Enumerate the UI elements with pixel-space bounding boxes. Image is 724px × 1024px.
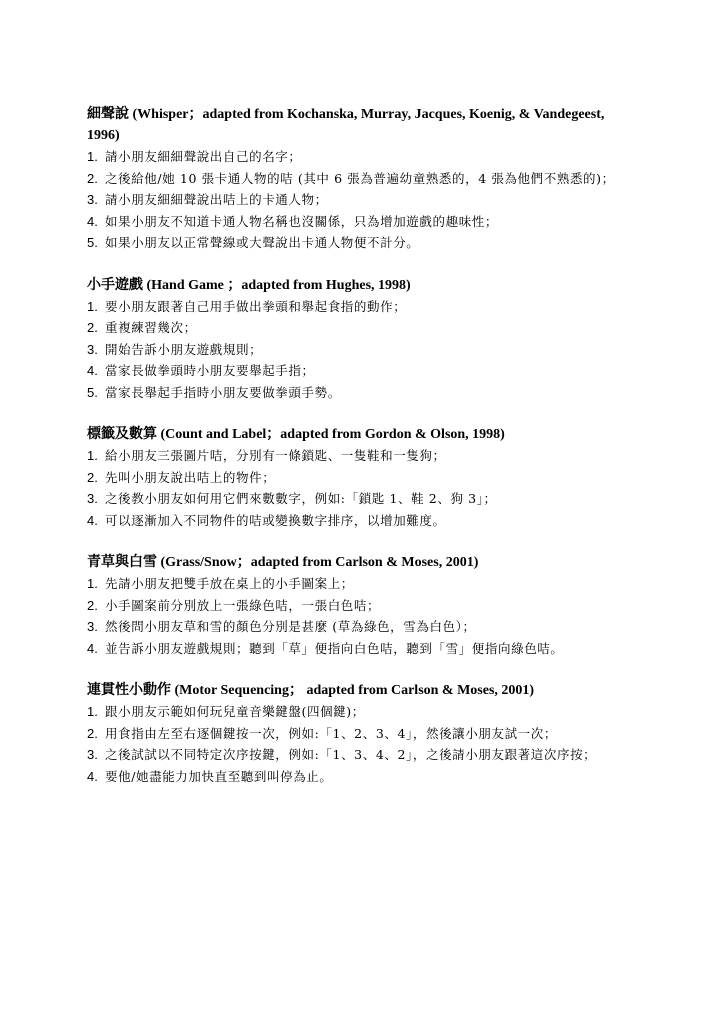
list-item xyxy=(87,766,640,788)
item-text: 如果小朋友以正常聲線或大聲說出卡通人物便不計分。 xyxy=(105,235,420,250)
section-grass-snow xyxy=(87,552,640,659)
item-text: 跟小朋友示範如何玩兒童音樂鍵盤(四個鍵)； xyxy=(105,704,365,719)
item-text: 要他/她盡能力加快直至聽到叫停為止。 xyxy=(105,768,333,784)
instruction-list xyxy=(87,146,640,254)
instruction-list xyxy=(87,701,640,787)
item-number: 4. xyxy=(87,213,98,229)
item-text: 用食指由左至右逐個鍵按一次，例如:「1、2、3、4」，然後讓小朋友試一次； xyxy=(105,725,557,741)
list-item xyxy=(87,382,640,404)
list-item xyxy=(87,339,640,361)
item-text: 重複練習幾次； xyxy=(105,320,197,335)
list-item xyxy=(87,701,640,723)
item-number: 2. xyxy=(87,320,98,335)
instruction-list xyxy=(87,573,640,659)
section-heading: 連貫性小動作 (Motor Sequencing； adapted from Carlson & Moses, 2001) xyxy=(87,683,535,698)
item-number: 1. xyxy=(87,704,98,719)
item-number: 3. xyxy=(87,619,98,634)
section-hand-game xyxy=(87,275,640,404)
item-text: 如果小朋友不知道卡通人物名稱也沒關係，只為增加遊戲的趣味性； xyxy=(105,213,499,229)
item-number: 3. xyxy=(87,192,98,207)
list-item xyxy=(87,168,640,190)
item-number: 1. xyxy=(87,149,98,164)
section-motor-sequencing xyxy=(87,680,640,787)
section-count-and-label xyxy=(87,424,640,531)
list-item xyxy=(87,638,640,660)
item-number: 4. xyxy=(87,640,98,656)
list-item xyxy=(87,189,640,211)
item-text: 之後給他/她 10 張卡通人物的咭 (其中 6 張為普遍幼童熟悉的，4 張為他們不熟悉的)； xyxy=(105,170,615,186)
list-item xyxy=(87,232,640,254)
list-item xyxy=(87,211,640,233)
item-number: 4. xyxy=(87,512,98,528)
item-number: 2. xyxy=(87,469,98,485)
list-item xyxy=(87,445,640,467)
item-text: 並告訴小朋友遊戲規則；聽到「草」便指向白色咭，聽到「雪」便指向綠色咭。 xyxy=(105,640,564,656)
item-number: 5. xyxy=(87,235,98,250)
instruction-list xyxy=(87,296,640,404)
item-number: 4. xyxy=(87,768,98,784)
item-number: 3. xyxy=(87,341,98,357)
item-number: 4. xyxy=(87,363,98,378)
item-text: 要小朋友跟著自己用手做出拳頭和舉起食指的動作； xyxy=(105,298,407,314)
list-item xyxy=(87,616,640,638)
section-heading: 青草與白雪 (Grass/Snow；adapted from Carlson & Moses, 2001) xyxy=(87,555,479,570)
item-text: 小手圖案前分別放上一張綠色咭，一張白色咭； xyxy=(105,597,381,613)
item-text: 先叫小朋友說出咭上的物件； xyxy=(105,469,276,485)
document-page xyxy=(87,104,640,808)
list-item xyxy=(87,510,640,532)
list-item xyxy=(87,467,640,489)
item-number: 3. xyxy=(87,747,98,762)
item-text: 可以逐漸加入不同物件的咭或變換數字排序，以增加難度。 xyxy=(105,512,446,528)
item-text: 當家長做拳頭時小朋友要舉起手指； xyxy=(105,363,315,378)
list-item xyxy=(87,723,640,745)
list-item xyxy=(87,573,640,595)
section-heading: 小手遊戲 (Hand Game ；adapted from Hughes, 1998) xyxy=(87,277,411,293)
item-text: 當家長舉起手指時小朋友要做拳頭手勢。 xyxy=(105,384,341,400)
list-item xyxy=(87,595,640,617)
list-item xyxy=(87,317,640,339)
section-heading: 標籤及數算 (Count and Label；adapted from Gordon & Olson, 1998) xyxy=(87,427,505,442)
item-number: 2. xyxy=(87,597,98,613)
item-text: 之後教小朋友如何用它們來數數字，例如:「鎖匙 1、鞋 2、狗 3」； xyxy=(105,491,497,506)
item-text: 之後試試以不同特定次序按鍵，例如:「1、3、4、2」，之後請小朋友跟著這次序按； xyxy=(105,747,597,762)
list-item xyxy=(87,744,640,766)
item-number: 1. xyxy=(87,448,98,463)
item-number: 5. xyxy=(87,384,98,400)
section-whisper xyxy=(87,104,640,254)
section-heading: 細聲說 (Whisper；adapted from Kochanska, Murray, Jacques, Koenig, & Vandegeest, 1996) xyxy=(87,107,605,143)
list-item xyxy=(87,488,640,510)
list-item xyxy=(87,146,640,168)
list-item xyxy=(87,296,640,318)
item-text: 請小朋友細細聲說出自己的名字； xyxy=(105,149,302,164)
list-item xyxy=(87,360,640,382)
item-number: 1. xyxy=(87,576,98,591)
instruction-list xyxy=(87,445,640,531)
item-text: 給小朋友三張圖片咭，分別有一條鎖匙、一隻鞋和一隻狗； xyxy=(105,448,446,463)
item-number: 2. xyxy=(87,725,98,741)
item-number: 3. xyxy=(87,491,98,506)
item-text: 然後問小朋友草和雪的顏色分別是甚麼 (草為綠色，雪為白色）； xyxy=(105,619,476,634)
item-number: 1. xyxy=(87,298,98,314)
item-text: 請小朋友細細聲說出咭上的卡通人物； xyxy=(105,192,328,207)
item-text: 開始告訴小朋友遊戲規則； xyxy=(105,341,263,357)
item-text: 先請小朋友把雙手放在桌上的小手圖案上； xyxy=(105,576,354,591)
item-number: 2. xyxy=(87,170,98,186)
